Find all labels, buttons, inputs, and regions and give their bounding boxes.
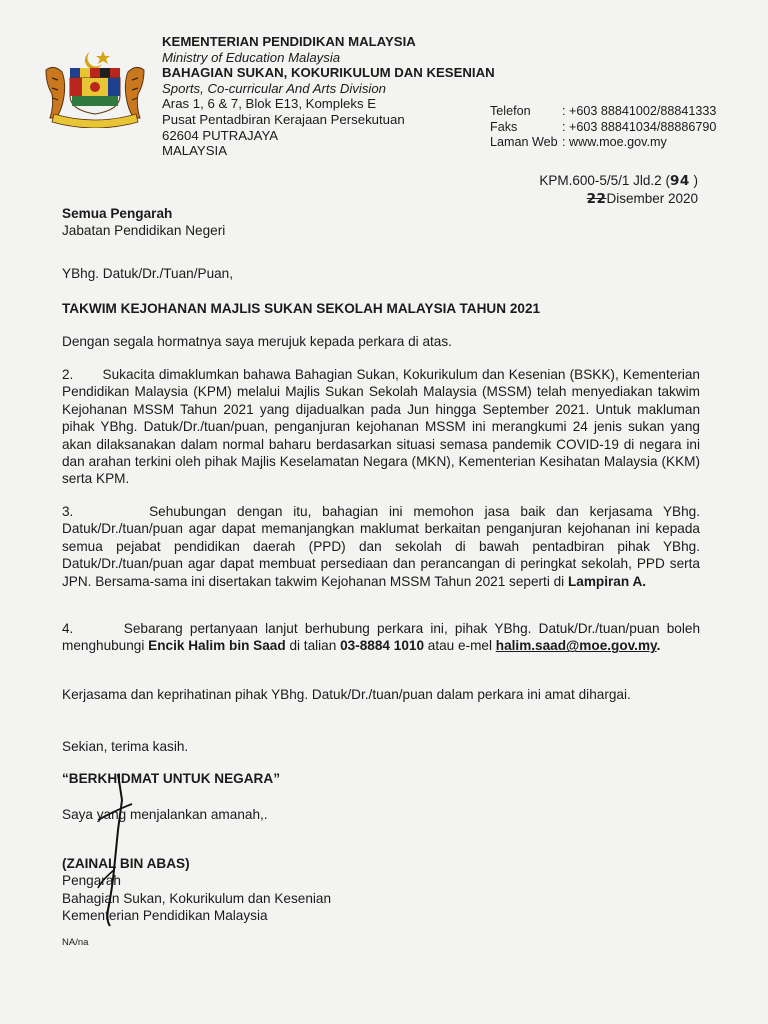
opening-line: Dengan segala hormatnya saya merujuk kepada perkara di atas.: [62, 334, 452, 349]
paragraph-4-text-a: 4. Sebarang pertanyaan lanjut berhubung perkara ini, pihak YBhg. Datuk/Dr./tuan/puan boleh menghubungi: [62, 621, 700, 654]
trust-line: Saya yang menjalankan amanah,.: [62, 807, 268, 822]
letterhead: [162, 34, 495, 159]
contact-email-link[interactable]: halim.saad@moe.gov.my: [495, 638, 657, 654]
subject-heading: TAKWIM KEJOHANAN MAJLIS SUKAN SEKOLAH MALAYSIA TAHUN 2021: [62, 301, 541, 316]
phone-row: [490, 104, 716, 120]
signatory-block: [62, 855, 700, 925]
fax-value: : +603 88841034/88886790: [562, 119, 717, 134]
signatory-name: (ZAINAL BIN ABAS): [62, 856, 190, 871]
salutation: YBhg. Datuk/Dr./Tuan/Puan,: [62, 266, 234, 281]
division-name-en: Sports, Co-curricular And Arts Division: [162, 80, 387, 96]
address-line-2: Pusat Pentadbiran Kerajaan Persekutuan: [162, 111, 405, 127]
paragraph-4: [62, 620, 700, 655]
reference-number: [539, 172, 698, 190]
signatory-title: Pengarah: [62, 873, 121, 889]
ministry-name-ms: KEMENTERIAN PENDIDIKAN MALAYSIA: [162, 34, 416, 49]
paragraph-2: 2. Sukacita dimaklumkan bahawa Bahagian Sukan, Kokurikulum dan Kesenian (BSKK), Kementerian Pendidikan Malaysia (KPM) melalui Majlis Sukan Sekolah Malaysia (MSSM) telah menyediakan takwim Kejohanan MSSM Tahun 2021 yang dijadualkan pada Jun hingga September 2021. Untuk makluman pihak YBhg. Datuk/Dr./tuan/puan, penganjuran kejohanan MSSM ini merangkumi 24 jenis sukan yang akan dilaksanakan dalam normal baharu berdasarkan situasi semasa pandemik COVID-19 di negara ini dan arahan terkini oleh pihak Majlis Keselamatan Negara (MKN), Kementerian Kesihatan Malaysia (KKM) serta KPM.: [62, 367, 700, 487]
paragraph-3-attachment: Lampiran A.: [567, 573, 647, 589]
web-value: : www.moe.gov.my: [562, 135, 667, 149]
recipient-block: [62, 205, 700, 240]
signatory-ministry: Kementerian Pendidikan Malaysia: [62, 908, 268, 924]
reference-block: [539, 172, 698, 208]
paragraph-4-text-c: atau e-mel: [424, 638, 496, 654]
fax-row: [490, 120, 716, 136]
phone-label: Telefon: [490, 104, 531, 118]
date-month-year: Disember 2020: [606, 191, 698, 206]
contact-person-name: Encik Halim bin Saad: [148, 638, 286, 654]
paragraph-3-text: 3. Sehubungan dengan itu, bahagian ini memohon jasa baik dan kerjasama YBhg. Datuk/Dr./tuan/puan agar dapat memanjangkan maklumat berkaitan penganjuran kejohanan ini kepada semua pejabat pendidikan daerah (PPD) dan sekolah di bawah pentadbiran pihak YBhg. Datuk/Dr./tuan/puan agar dapat membuat persediaan dan perancangan di peringkat sekolah, PPD serta JPN. Bersama-sama ini disertakan takwim Kejohanan MSSM Tahun 2021 seperti di: [62, 504, 700, 589]
coat-of-arms-crest: [40, 48, 150, 128]
signatory-division: Bahagian Sukan, Kokurikulum dan Kesenian: [62, 890, 332, 906]
paragraph-5: Kerjasama dan keprihatinan pihak YBhg. Datuk/Dr./tuan/puan dalam perkara ini amat dihargai.: [62, 687, 631, 702]
ref-prefix: KPM.600-5/5/1 Jld.2 (: [539, 173, 670, 188]
ministry-name-en: Ministry of Education Malaysia: [162, 49, 341, 65]
paragraph-4-text-b: di talian: [285, 638, 341, 654]
web-row: [490, 135, 716, 151]
paragraph-4-end: .: [656, 638, 661, 654]
address-line-1: Aras 1, 6 & 7, Blok E13, Kompleks E: [162, 96, 377, 112]
contact-phone: 03-8884 1010: [340, 638, 424, 654]
phone-value: : +603 88841002/88841333: [562, 104, 717, 118]
address-line-3: 62604 PUTRAJAYA: [162, 127, 279, 143]
fax-label: Faks: [490, 119, 518, 134]
ref-handwritten-number: 94: [669, 173, 690, 189]
contact-block: [490, 104, 716, 151]
motto: “BERKHIDMAT UNTUK NEGARA”: [62, 771, 280, 786]
address-line-4: MALAYSIA: [162, 143, 227, 159]
reference-initials: NA/na: [62, 937, 89, 948]
web-label: Laman Web: [490, 135, 558, 149]
handwritten-signature: [88, 770, 148, 930]
ref-suffix: ): [689, 173, 698, 188]
closing-line: Sekian, terima kasih.: [62, 739, 189, 754]
recipient-department: Jabatan Pendidikan Negeri: [62, 223, 226, 239]
division-name-ms: BAHAGIAN SUKAN, KOKURIKULUM DAN KESENIAN: [162, 65, 495, 81]
paragraph-3: [62, 503, 700, 590]
date-day: 22: [586, 191, 607, 207]
recipient-name: Semua Pengarah: [62, 206, 173, 221]
